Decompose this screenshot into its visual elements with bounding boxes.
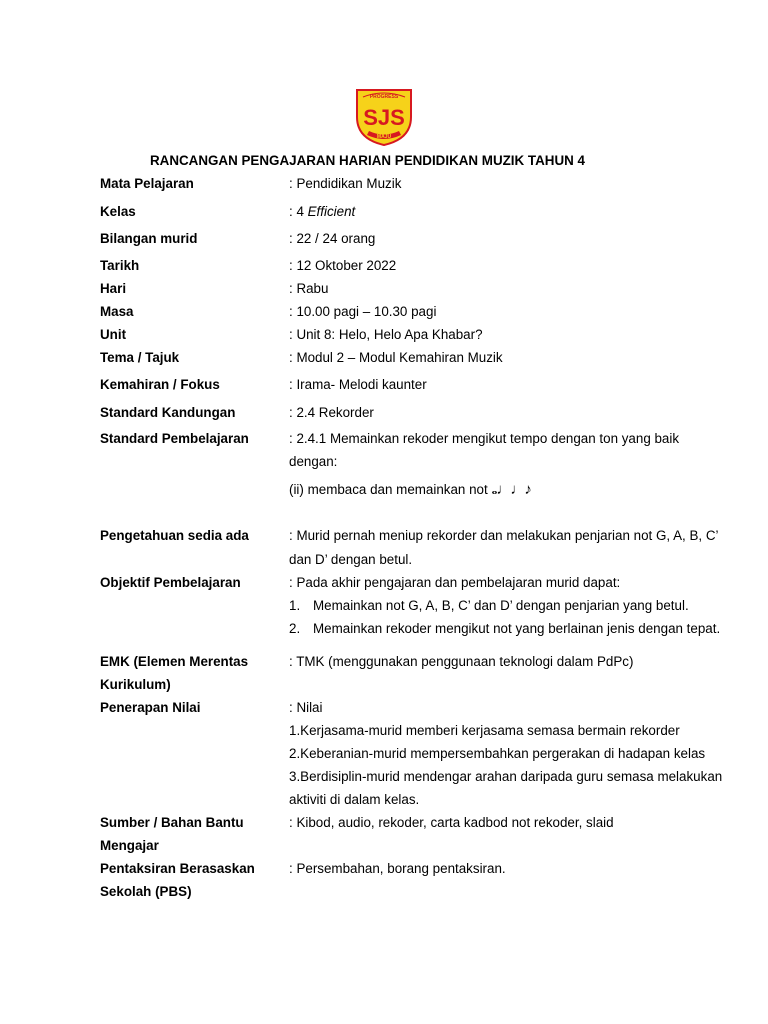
label-standard-pembelajaran: Standard Pembelajaran bbox=[100, 431, 249, 446]
value-unit: : Unit 8: Helo, Helo Apa Khabar? bbox=[289, 327, 483, 342]
label-nilai: Penerapan Nilai bbox=[100, 700, 201, 715]
objektif-item-2: Memainkan rekoder mengikut not yang berlainan jenis dengan tepat. bbox=[313, 621, 721, 636]
label-kelas: Kelas bbox=[100, 204, 136, 219]
label-unit: Unit bbox=[100, 327, 127, 342]
value-objektif-intro: : Pada akhir pengajaran dan pembelajaran murid dapat: bbox=[289, 575, 621, 590]
value-mata-pelajaran: : Pendidikan Muzik bbox=[289, 176, 402, 191]
value-nilai-intro: : Nilai bbox=[289, 700, 323, 715]
objektif-num-1: 1. bbox=[289, 598, 301, 613]
objektif-item-1: Memainkan not G, A, B, C’ dan D’ dengan penjarian yang betul. bbox=[313, 598, 689, 613]
value-standard-pembelajaran-line1: : 2.4.1 Memainkan rekoder mengikut tempo dengan ton yang baik bbox=[289, 431, 680, 446]
value-tema: : Modul 2 – Modul Kemahiran Muzik bbox=[289, 350, 503, 365]
value-nilai-item3b: aktiviti di dalam kelas. bbox=[289, 792, 420, 807]
svg-text:MAJU: MAJU bbox=[376, 134, 392, 140]
label-mata-pelajaran: Mata Pelajaran bbox=[100, 176, 194, 191]
label-masa: Masa bbox=[100, 304, 134, 319]
value-bilangan-murid: : 22 / 24 orang bbox=[289, 231, 376, 246]
value-emk: : TMK (menggunakan penggunaan teknologi dalam PdPc) bbox=[289, 654, 634, 669]
label-tarikh: Tarikh bbox=[100, 258, 140, 273]
value-kelas bbox=[289, 200, 355, 223]
value-standard-pembelajaran-line3 bbox=[289, 478, 531, 501]
value-tarikh: : 12 Oktober 2022 bbox=[289, 258, 397, 273]
label-hari: Hari bbox=[100, 281, 127, 296]
value-pbs: : Persembahan, borang pentaksiran. bbox=[289, 861, 506, 876]
value-kemahiran: : Irama- Melodi kaunter bbox=[289, 377, 427, 392]
value-pengetahuan-line1: : Murid pernah meniup rekorder dan melakukan penjarian not G, A, B, C’ bbox=[289, 528, 719, 543]
label-bilangan-murid: Bilangan murid bbox=[100, 231, 198, 246]
value-nilai-item3a: 3.Berdisiplin-murid mendengar arahan daripada guru semasa melakukan bbox=[289, 769, 723, 784]
value-sumber: : Kibod, audio, rekoder, carta kadbod not rekoder, slaid bbox=[289, 815, 614, 830]
music-notes-icon: 𝅝♩♩♪ bbox=[491, 481, 531, 498]
label-pbs-line1: Pentaksiran Berasaskan bbox=[100, 861, 255, 876]
value-nilai-item1: 1.Kerjasama-murid memberi kerjasama semasa bermain rekorder bbox=[289, 723, 680, 738]
svg-text:SJS: SJS bbox=[363, 105, 405, 130]
value-standard-pembelajaran-line2: dengan: bbox=[289, 454, 338, 469]
value-standard-kandungan: : 2.4 Rekorder bbox=[289, 405, 374, 420]
sp-text: (ii) membaca dan memainkan not bbox=[289, 482, 492, 497]
value-masa: : 10.00 pagi – 10.30 pagi bbox=[289, 304, 437, 319]
label-tema: Tema / Tajuk bbox=[100, 350, 180, 365]
kelas-name: Efficient bbox=[307, 204, 356, 219]
label-standard-kandungan: Standard Kandungan bbox=[100, 405, 236, 420]
school-crest-logo bbox=[351, 87, 417, 147]
value-hari: : Rabu bbox=[289, 281, 329, 296]
objektif-num-2: 2. bbox=[289, 621, 301, 636]
label-pengetahuan: Pengetahuan sedia ada bbox=[100, 528, 249, 543]
kelas-prefix: : 4 bbox=[289, 204, 308, 219]
document-title: RANCANGAN PENGAJARAN HARIAN PENDIDIKAN MUZIK TAHUN 4 bbox=[150, 153, 585, 168]
label-pbs-line2: Sekolah (PBS) bbox=[100, 884, 192, 899]
label-emk-line1: EMK (Elemen Merentas bbox=[100, 654, 249, 669]
svg-text:PROGRESS: PROGRESS bbox=[369, 94, 399, 100]
label-sumber-line2: Mengajar bbox=[100, 838, 159, 853]
label-sumber-line1: Sumber / Bahan Bantu bbox=[100, 815, 244, 830]
label-emk-line2: Kurikulum) bbox=[100, 677, 171, 692]
label-objektif: Objektif Pembelajaran bbox=[100, 575, 241, 590]
value-pengetahuan-line2: dan D’ dengan betul. bbox=[289, 552, 413, 567]
label-kemahiran: Kemahiran / Fokus bbox=[100, 377, 220, 392]
value-nilai-item2: 2.Keberanian-murid mempersembahkan pergerakan di hadapan kelas bbox=[289, 746, 706, 761]
